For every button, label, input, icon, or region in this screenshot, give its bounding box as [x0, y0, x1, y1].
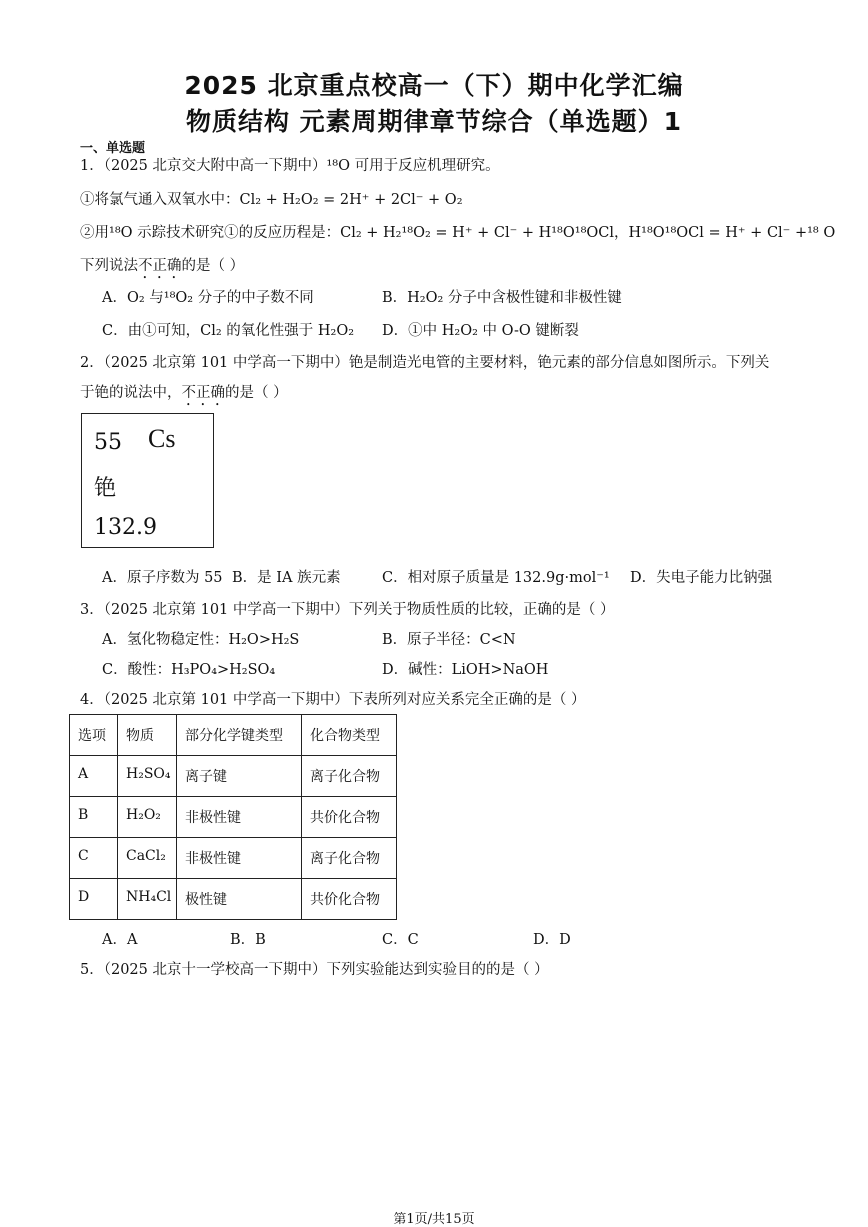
q4-option-a: A．A — [102, 932, 138, 948]
q4-option-b: B．B — [230, 932, 266, 948]
table-cell: 非极性键 — [177, 797, 302, 838]
table-header-cell: 物质 — [118, 715, 177, 756]
table-cell: H₂O₂ — [118, 797, 177, 838]
element-card-cesium — [81, 413, 214, 548]
table-cell: 共价化合物 — [302, 797, 397, 838]
table-cell: 离子化合物 — [302, 756, 397, 797]
table-row — [70, 879, 397, 920]
q1-stem: 1．（2025 北京交大附中高一下期中）¹⁸O 可用于反应机理研究。 — [80, 158, 500, 174]
table-row — [70, 838, 397, 879]
q4-stem: 4．（2025 北京第 101 中学高一下期中）下表所列对应关系完全正确的是（ ） — [80, 692, 586, 708]
q3-stem: 3．（2025 北京第 101 中学高一下期中）下列关于物质性质的比较，正确的是（ ） — [80, 602, 615, 618]
q2-stem: 2．（2025 北京第 101 中学高一下期中）铯是制造光电管的主要材料，铯元素的部分信息如图所示。下列关 — [80, 355, 770, 371]
table-cell: NH₄Cl — [118, 879, 177, 920]
table-header-cell: 部分化学键类型 — [177, 715, 302, 756]
element-atomic-mass: 132.9 — [94, 515, 157, 540]
q1-option-d: D．①中 H₂O₂ 中 O-O 键断裂 — [382, 323, 579, 339]
table-header-row — [70, 715, 397, 756]
table-cell: H₂SO₄ — [118, 756, 177, 797]
table-row — [70, 797, 397, 838]
table-cell: C — [70, 838, 118, 879]
q2-option-a: A．原子序数为 55 — [102, 570, 223, 586]
q4-table — [69, 714, 397, 920]
q2-option-d: D．失电子能力比钠强 — [630, 570, 773, 586]
table-cell: 离子键 — [177, 756, 302, 797]
q1-ask: 下列说法不正确的是（ ） — [80, 258, 245, 274]
table-cell: 非极性键 — [177, 838, 302, 879]
page-footer: 第1页/共15页 — [393, 1212, 475, 1227]
q4-option-d: D．D — [533, 932, 571, 948]
table-header-cell: 选项 — [70, 715, 118, 756]
q1-option-c: C．由①可知，Cl₂ 的氧化性强于 H₂O₂ — [102, 323, 355, 339]
q4-option-c: C．C — [382, 932, 419, 948]
q3-option-c: C．酸性：H₃PO₄>H₂SO₄ — [102, 662, 276, 678]
document-title-line1: 2025 北京重点校高一（下）期中化学汇编 — [184, 71, 684, 100]
element-name: 铯 — [94, 476, 117, 501]
q1-option-a: A．O₂ 与¹⁸O₂ 分子的中子数不同 — [102, 290, 314, 306]
table-cell: 极性键 — [177, 879, 302, 920]
table-cell: A — [70, 756, 118, 797]
section-heading: 一、单选题 — [80, 141, 146, 156]
q2-stem-line2: 于铯的说法中，不正确的是（ ） — [80, 385, 288, 401]
q3-option-a: A．氢化物稳定性：H₂O>H₂S — [102, 632, 300, 648]
document-title-line2: 物质结构 元素周期律章节综合（单选题）1 — [185, 107, 683, 136]
table-cell: B — [70, 797, 118, 838]
table-row — [70, 756, 397, 797]
q1-line2: ②用¹⁸O 示踪技术研究①的反应历程是：Cl₂ + H₂¹⁸O₂ = H⁺ + Cl⁻ + H¹⁸O¹⁸OCl，H¹⁸O¹⁸OCl = H⁺ + Cl⁻ +¹⁸ O — [80, 225, 836, 241]
table-cell: D — [70, 879, 118, 920]
table-cell: 离子化合物 — [302, 838, 397, 879]
q1-line1: ①将氯气通入双氧水中：Cl₂ + H₂O₂ = 2H⁺ + 2Cl⁻ + O₂ — [80, 192, 463, 208]
q5-stem: 5．（2025 北京十一学校高一下期中）下列实验能达到实验目的的是（ ） — [80, 962, 549, 978]
q3-option-d: D．碱性：LiOH>NaOH — [382, 662, 549, 678]
element-atomic-number: 55 — [94, 430, 122, 455]
q3-option-b: B．原子半径：C<N — [382, 632, 516, 648]
table-cell: CaCl₂ — [118, 838, 177, 879]
q2-option-c: C．相对原子质量是 132.9g·mol⁻¹ — [382, 570, 610, 586]
table-header-cell: 化合物类型 — [302, 715, 397, 756]
element-symbol: Cs — [148, 424, 176, 453]
table-cell: 共价化合物 — [302, 879, 397, 920]
q1-option-b: B．H₂O₂ 分子中含极性键和非极性键 — [382, 290, 622, 306]
q2-option-b: B．是 IA 族元素 — [232, 570, 341, 586]
